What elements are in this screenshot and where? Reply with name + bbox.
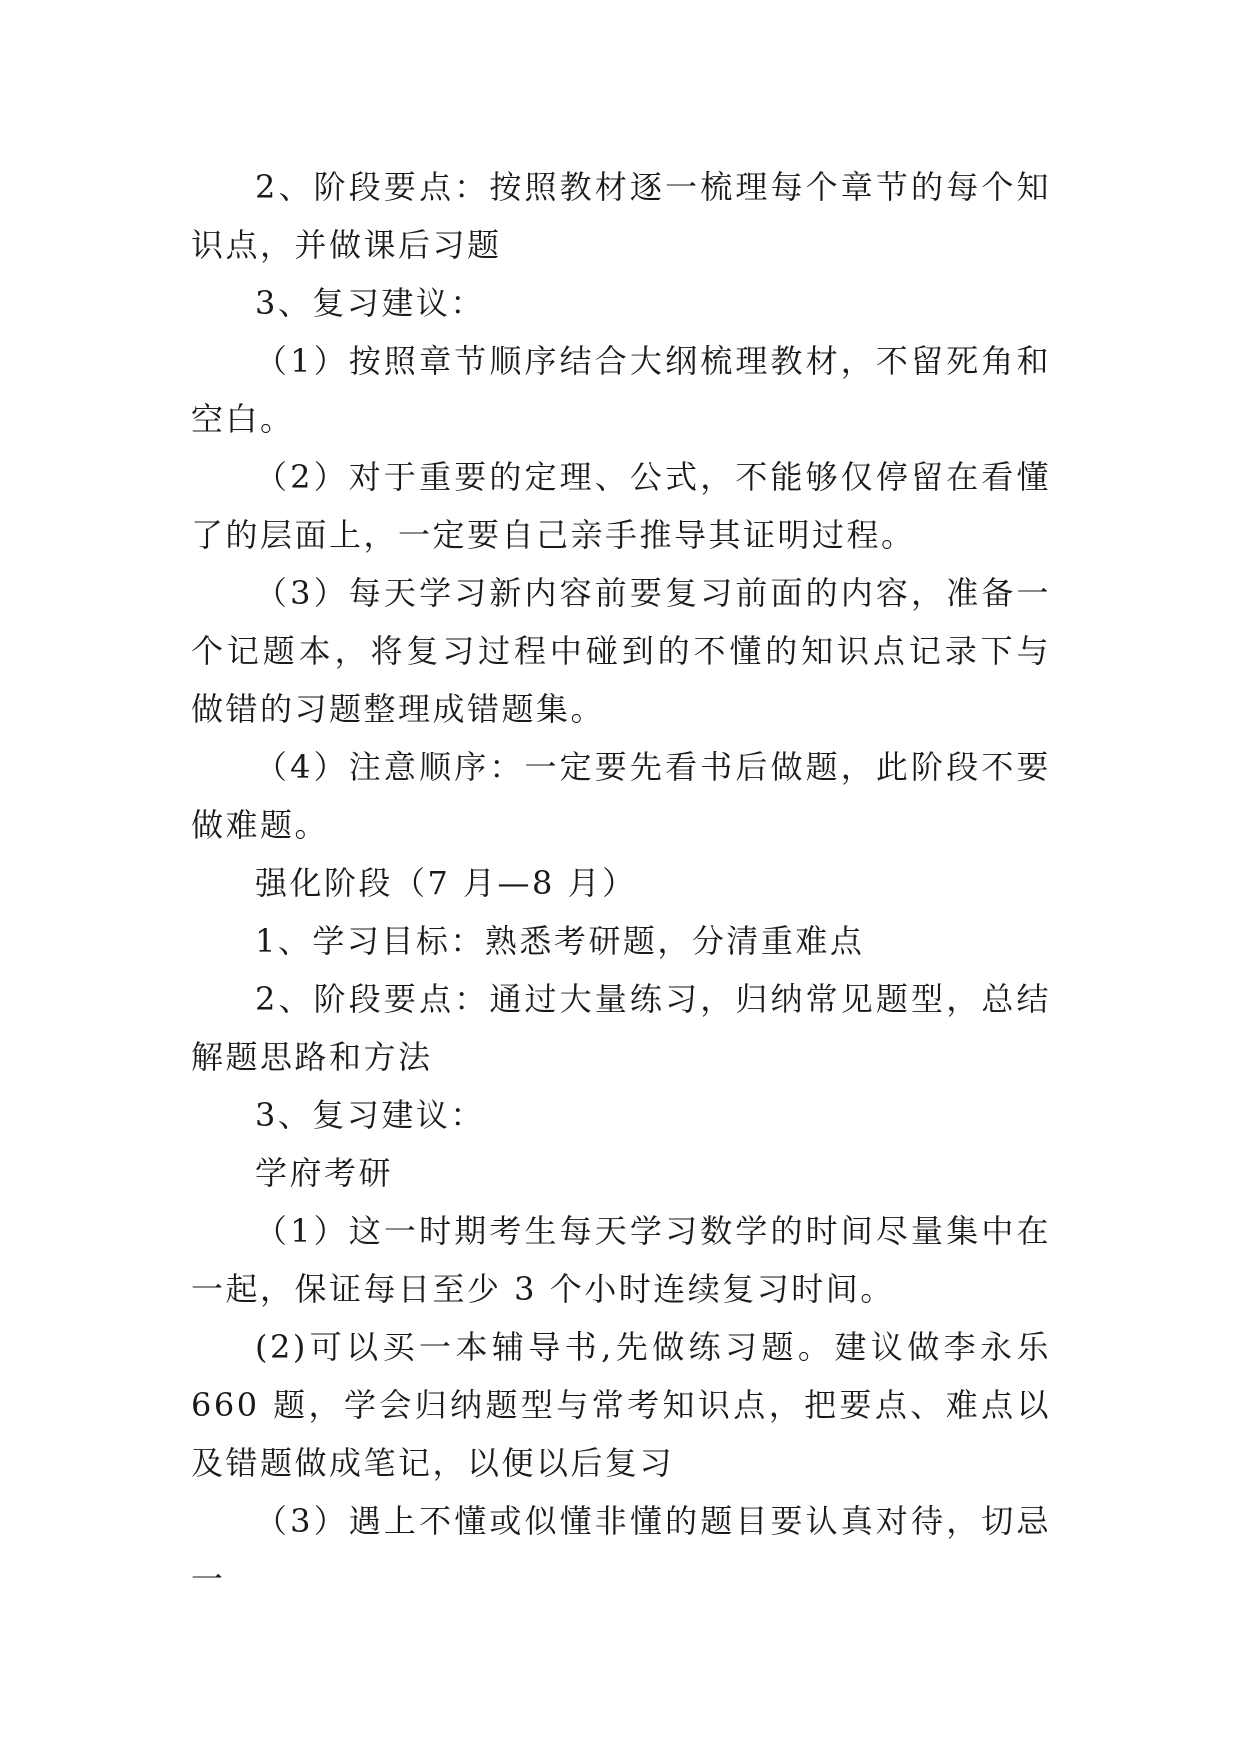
paragraph-strengthening-stage-heading: 强化阶段（7 月—8 月） <box>255 864 637 902</box>
paragraph-review-advice-heading-2: 3、复习建议： <box>255 1096 485 1134</box>
paragraph-advice-4: （4）注意顺序：一定要先看书后做题，此阶段不要做难题。 <box>191 748 1051 844</box>
paragraph-advice-2: （2）对于重要的定理、公式，不能够仅停留在看懂了的层面上，一定要自己亲手推导其证明过程。 <box>191 458 1051 554</box>
paragraph-strength-advice-3: （3）遇上不懂或似懂非懂的题目要认真对待，切忌一 <box>191 1502 1051 1598</box>
paragraph-learning-goal: 1、学习目标：熟悉考研题，分清重难点 <box>255 922 865 960</box>
paragraph-stage-points-2: 2、阶段要点：通过大量练习，归纳常见题型，总结解题思路和方法 <box>191 980 1051 1076</box>
paragraph-stage-points-1: 2、阶段要点：按照教材逐一梳理每个章节的每个知识点，并做课后习题 <box>191 168 1051 264</box>
document-body <box>191 158 1051 1608</box>
paragraph-xuefu-kaoyan: 学府考研 <box>255 1154 394 1192</box>
paragraph-strength-advice-2: (2)可以买一本辅导书,先做练习题。建议做李永乐 660 题，学会归纳题型与常考知识点，把要点、难点以及错题做成笔记，以便以后复习 <box>191 1328 1051 1482</box>
paragraph-review-advice-heading-1: 3、复习建议： <box>255 284 485 322</box>
paragraph-advice-3: （3）每天学习新内容前要复习前面的内容，准备一个记题本，将复习过程中碰到的不懂的知识点记录下与做错的习题整理成错题集。 <box>191 574 1051 728</box>
paragraph-advice-1: （1）按照章节顺序结合大纲梳理教材，不留死角和空白。 <box>191 342 1051 438</box>
paragraph-strength-advice-1: （1）这一时期考生每天学习数学的时间尽量集中在一起，保证每日至少 3 个小时连续复习时间。 <box>191 1212 1051 1308</box>
